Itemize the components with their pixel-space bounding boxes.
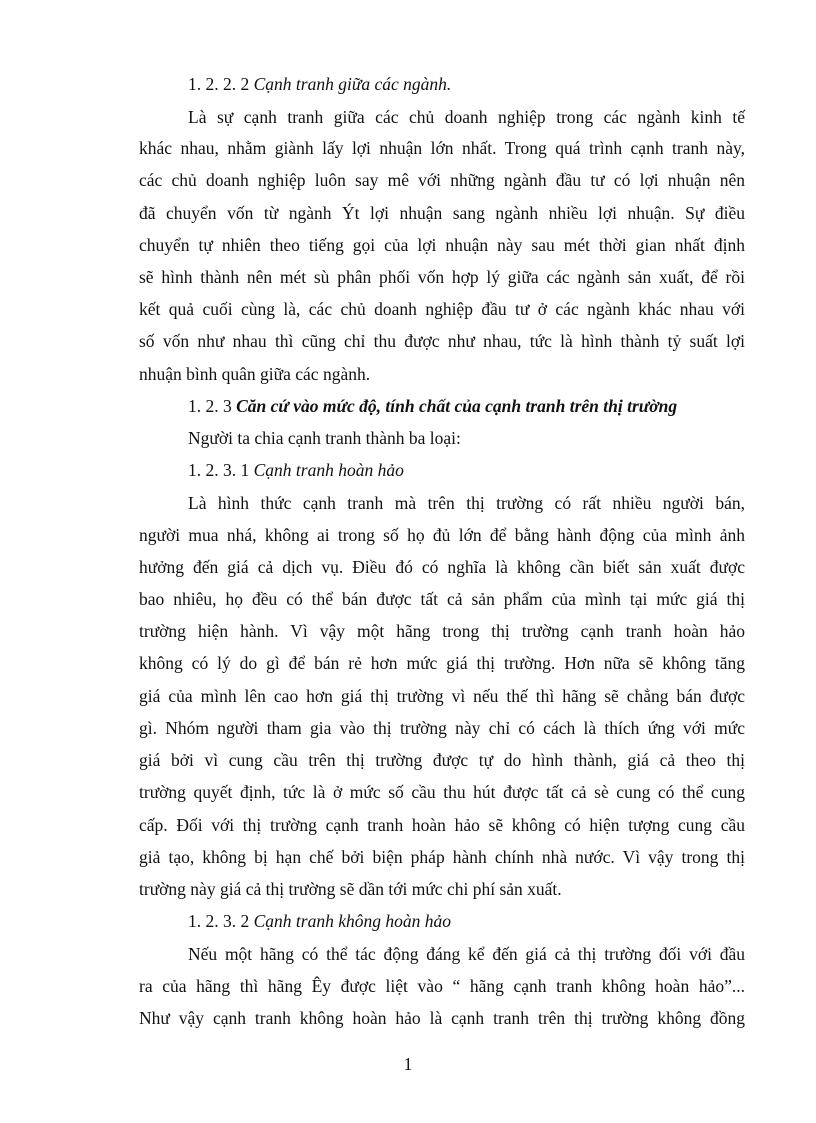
paragraph-line: trường quyết định, tức là ở mức số cầu thu hút được tất cả sè cung có thể cung bbox=[139, 782, 745, 802]
paragraph-line: kết quả cuối cùng là, các chủ doanh nghiệp đầu tư ở các ngành khác nhau với bbox=[139, 299, 745, 319]
paragraph-line: gì. Nhóm người tham gia vào thị trường này chỉ có cách là thích ứng với mức bbox=[139, 718, 745, 738]
heading-1-2-2-2: 1. 2. 2. 2 Cạnh tranh giữa các ngành. bbox=[188, 74, 452, 94]
paragraph-line: đã chuyển vốn từ ngành Ýt lợi nhuận sang ngành nhiều lợi nhuận. Sự điều bbox=[139, 203, 745, 223]
page-number: 1 bbox=[403, 1054, 413, 1074]
paragraph-line: giá bởi vì cung cầu trên thị trường được tự do hình thành, giá cả theo thị bbox=[139, 750, 745, 770]
paragraph-line: hưởng đến giá cả dịch vụ. Điều đó có nghĩa là không cần biết sản xuất được bbox=[139, 557, 745, 577]
paragraph-line: sẽ hình thành nên mét sù phân phối vốn hợp lý giữa các ngành sản xuất, để rồi bbox=[139, 267, 745, 287]
paragraph-line: giả tạo, không bị hạn chế bởi biện pháp hành chính nhà nước. Vì vậy trong thị bbox=[139, 847, 745, 867]
paragraph-line: chuyển tự nhiên theo tiếng gọi của lợi nhuận này sau mét thời gian nhất định bbox=[139, 235, 745, 255]
heading-1-2-3-1: 1. 2. 3. 1 Cạnh tranh hoàn hảo bbox=[188, 460, 404, 480]
paragraph-line: ra của hãng thì hãng Êy được liệt vào “ hãng cạnh tranh không hoàn hảo”... bbox=[139, 976, 745, 996]
intro-line: Người ta chia cạnh tranh thành ba loại: bbox=[188, 428, 461, 448]
paragraph-line: nhuận bình quân giữa các ngành. bbox=[139, 364, 371, 384]
paragraph-line: Là sự cạnh tranh giữa các chủ doanh nghiệp trong các ngành kinh tế bbox=[188, 107, 745, 127]
paragraph-line: Nếu một hãng có thể tác động đáng kể đến giá cả thị trường đối với đầu bbox=[188, 944, 745, 964]
paragraph-line: bao nhiêu, họ đều có thể bán được tất cả sản phẩm của mình tại mức giá thị bbox=[139, 589, 745, 609]
paragraph-line: trường này giá cả thị trường sẽ dần tới mức chi phí sản xuất. bbox=[139, 879, 562, 899]
paragraph-line: cấp. Đối với thị trường cạnh tranh hoàn hảo sẽ không có hiện tượng cung cầu bbox=[139, 815, 745, 835]
paragraph-line: số vốn như nhau thì cũng chỉ thu được như nhau, tức là hình thành tỷ suất lợi bbox=[139, 331, 745, 351]
paragraph-line: trường hiện hành. Vì vậy một hãng trong thị trường cạnh tranh hoàn hảo bbox=[139, 621, 745, 641]
paragraph-line: khác nhau, nhằm giành lấy lợi nhuận lớn nhất. Trong quá trình cạnh tranh này, bbox=[139, 138, 745, 158]
heading-1-2-3-2: 1. 2. 3. 2 Cạnh tranh không hoàn hảo bbox=[188, 911, 451, 931]
paragraph-line: giá của mình lên cao hơn giá thị trường vì nếu thế thì hãng sẽ chẳng bán được bbox=[139, 686, 745, 706]
paragraph-line: người mua nhá, không ai trong số họ đủ lớn để bằng hành động của mình ảnh bbox=[139, 525, 745, 545]
heading-1-2-3: 1. 2. 3 Căn cứ vào mức độ, tính chất của cạnh tranh trên thị trường bbox=[188, 396, 678, 416]
paragraph-line: Như vậy cạnh tranh không hoàn hảo là cạnh tranh trên thị trường không đồng bbox=[139, 1008, 745, 1028]
paragraph-line: Là hình thức cạnh tranh mà trên thị trường có rất nhiều người bán, bbox=[188, 493, 745, 513]
paragraph-line: không có lý do gì để bán rẻ hơn mức giá thị trường. Hơn nữa sẽ không tăng bbox=[139, 653, 745, 673]
paragraph-line: các chủ doanh nghiệp luôn say mê với những ngành đầu tư có lợi nhuận nên bbox=[139, 170, 745, 190]
